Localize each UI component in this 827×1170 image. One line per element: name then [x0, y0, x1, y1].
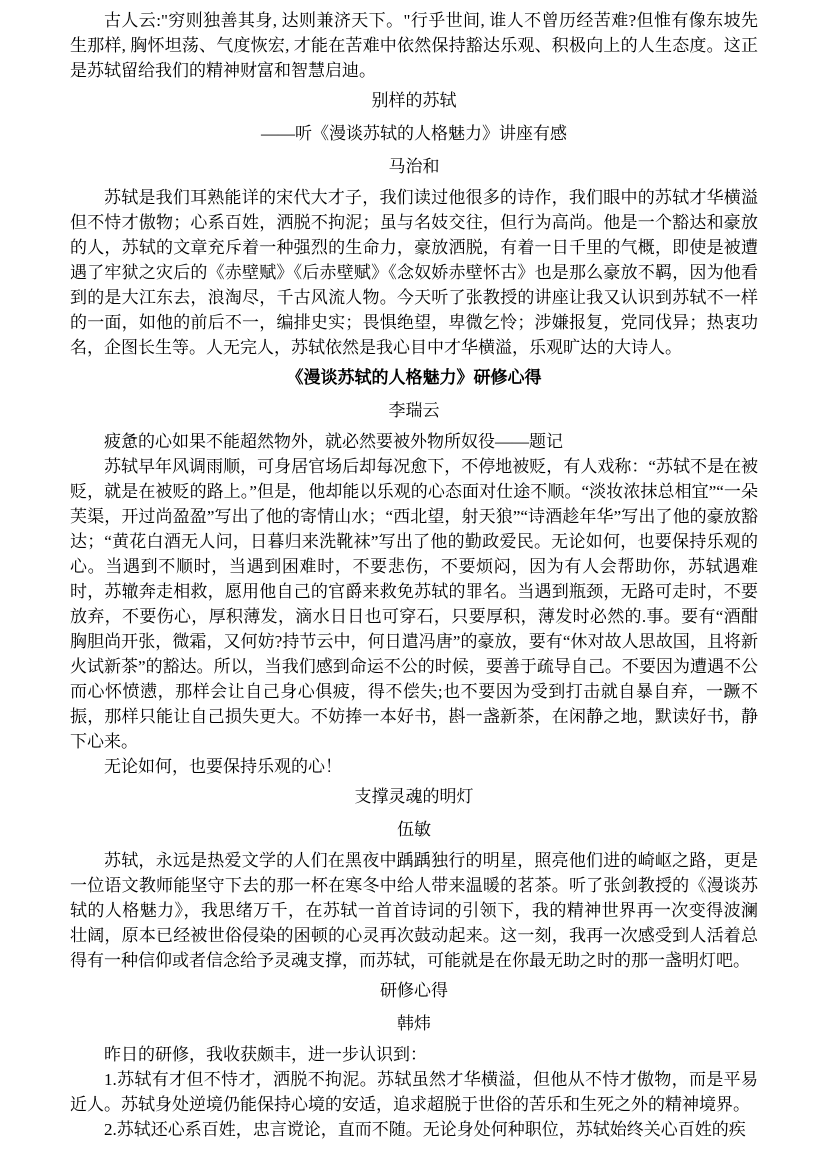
- section-subtitle-bieyang: ——听《漫谈苏轼的人格魅力》讲座有感: [261, 124, 567, 143]
- essay-paragraph-liruiyun: 苏轼早年风调雨顺，可身居官场后却每况愈下，不停地被贬，有人戏称：“苏轼不是在被贬，就是在被贬的路上。”但是，他却能以乐观的心态面对仕途不顺。“淡妆浓抹总相宜”“一朵芙渠，开过尚盈盈”写出了他的寄情山水；“西北望，射天狼”“诗酒趁年华”写出了他的豪放豁达；“黄花白酒无人问，日暮归来洗靴袜”写出了他的勤政爱民。无论如何，也要保持乐观的心。当遇到不顺时，当遇到困难时，不要悲伤，不要烦闷，因为有人会帮助你，苏轼遇难时，苏辙奔走相救，愿用他自己的官爵来救免苏轼的罪名。当遇到瓶颈，无路可走时，不要放弃，不要伤心，厚积薄发，滴水日日也可穿石，只要厚积，薄发时必然的.事。要有“酒酣胸胆尚开张，微霜，又何妨?持节云中，何日遣冯唐”的豪放，要有“休对故人思故国，且将新火试新茶”的豁达。所以，当我们感到命运不公的时候，要善于疏导自己。不要因为遭遇不公而心怀愤懑，那样会让自己身心俱疲，得不偿失;也不要因为受到打击就自暴自弃，一蹶不振，那样只能让自己损失更大。不妨捧一本好书，斟一盏新茶，在闲静之地，默读好书，静下心来。: [70, 457, 758, 751]
- section-title-mingdeng: 支撑灵魂的明灯: [354, 787, 474, 806]
- author-name-hanwei: 韩炜: [397, 1014, 431, 1033]
- section-title-yanxiu-xinde-2: 研修心得: [380, 981, 448, 1000]
- section-title-bieyang: 别样的苏轼: [371, 91, 457, 110]
- author-name-wumin: 伍敏: [397, 820, 431, 839]
- author-name-mazhihe: 马治和: [388, 157, 440, 176]
- section-title-yanxiu-xinde: 《漫谈苏轼的人格魅力》研修心得: [286, 368, 542, 387]
- essay-point-1-hanwei: 1.苏轼有才但不恃才，洒脱不拘泥。苏轼虽然才华横溢，但他从不恃才傲物，而是平易近人。苏轼身处逆境仍能保持心境的安适，追求超脱于世俗的苦乐和生死之外的精神境界。: [70, 1070, 758, 1114]
- closing-line-liruiyun: 无论如何，也要保持乐观的心！: [104, 757, 342, 776]
- epigraph-paragraph: 疲惫的心如果不能超然物外，就必然要被外物所奴役——题记: [104, 432, 563, 451]
- essay-intro-hanwei: 昨日的研修，我收获颇丰，进一步认识到：: [104, 1045, 427, 1064]
- intro-paragraph: 古人云:"穷则独善其身, 达则兼济天下。"行乎世间, 谁人不曾历经苦难?但惟有像东坡先生那样, 胸怀坦荡、气度恢宏, 才能在苦难中依然保持豁达乐观、积极向上的人生态度。这正是苏轼留给我们的精神财富和智慧启迪。: [70, 11, 758, 80]
- essay-point-2-hanwei: 2.苏轼还心系百姓，忠言谠论，直而不随。无论身处何种职位，苏轼始终关心百姓的疾: [104, 1120, 746, 1139]
- essay-paragraph-mazhihe: 苏轼是我们耳熟能详的宋代大才子，我们读过他很多的诗作，我们眼中的苏轼才华横溢但不恃才傲物；心系百姓，洒脱不拘泥；虽与名妓交往，但行为高尚。他是一个豁达和豪放的人，苏轼的文章充斥着一种强烈的生命力，豪放洒脱，有着一日千里的气概，即使是被遭遇了牢狱之灾后的《赤壁赋》《后赤壁赋》《念奴娇赤壁怀古》也是那么豪放不羁，因为他看到的是大江东去，浪淘尽，千古风流人物。今天听了张教授的讲座让我又认识到苏轼不一样的一面，如他的前后不一，编排史实；畏惧绝望，卑微乞怜；涉嫌报复，党同伐异；热衷功名，企图长生等。人无完人，苏轼依然是我心目中才华横溢，乐观旷达的大诗人。: [70, 188, 758, 357]
- essay-paragraph-wumin: 苏轼，永远是热爱文学的人们在黑夜中踽踽独行的明星，照亮他们进的崎岖之路，更是一位语文教师能坚守下去的那一杯在寒冬中给人带来温暖的茗茶。听了张剑教授的《漫谈苏轼的人格魅力》，我思绪万千，在苏轼一首首诗词的引领下，我的精神世界再一次变得波澜壮阔，原本已经被世俗侵染的困顿的心灵再次鼓动起来。这一刻，我再一次感受到人活着总得有一种信仰或者信念给予灵魂支撑，而苏轼，可能就是在你最无助之时的那一盏明灯吧。: [70, 851, 758, 970]
- author-name-liruiyun: 李瑞云: [388, 401, 440, 420]
